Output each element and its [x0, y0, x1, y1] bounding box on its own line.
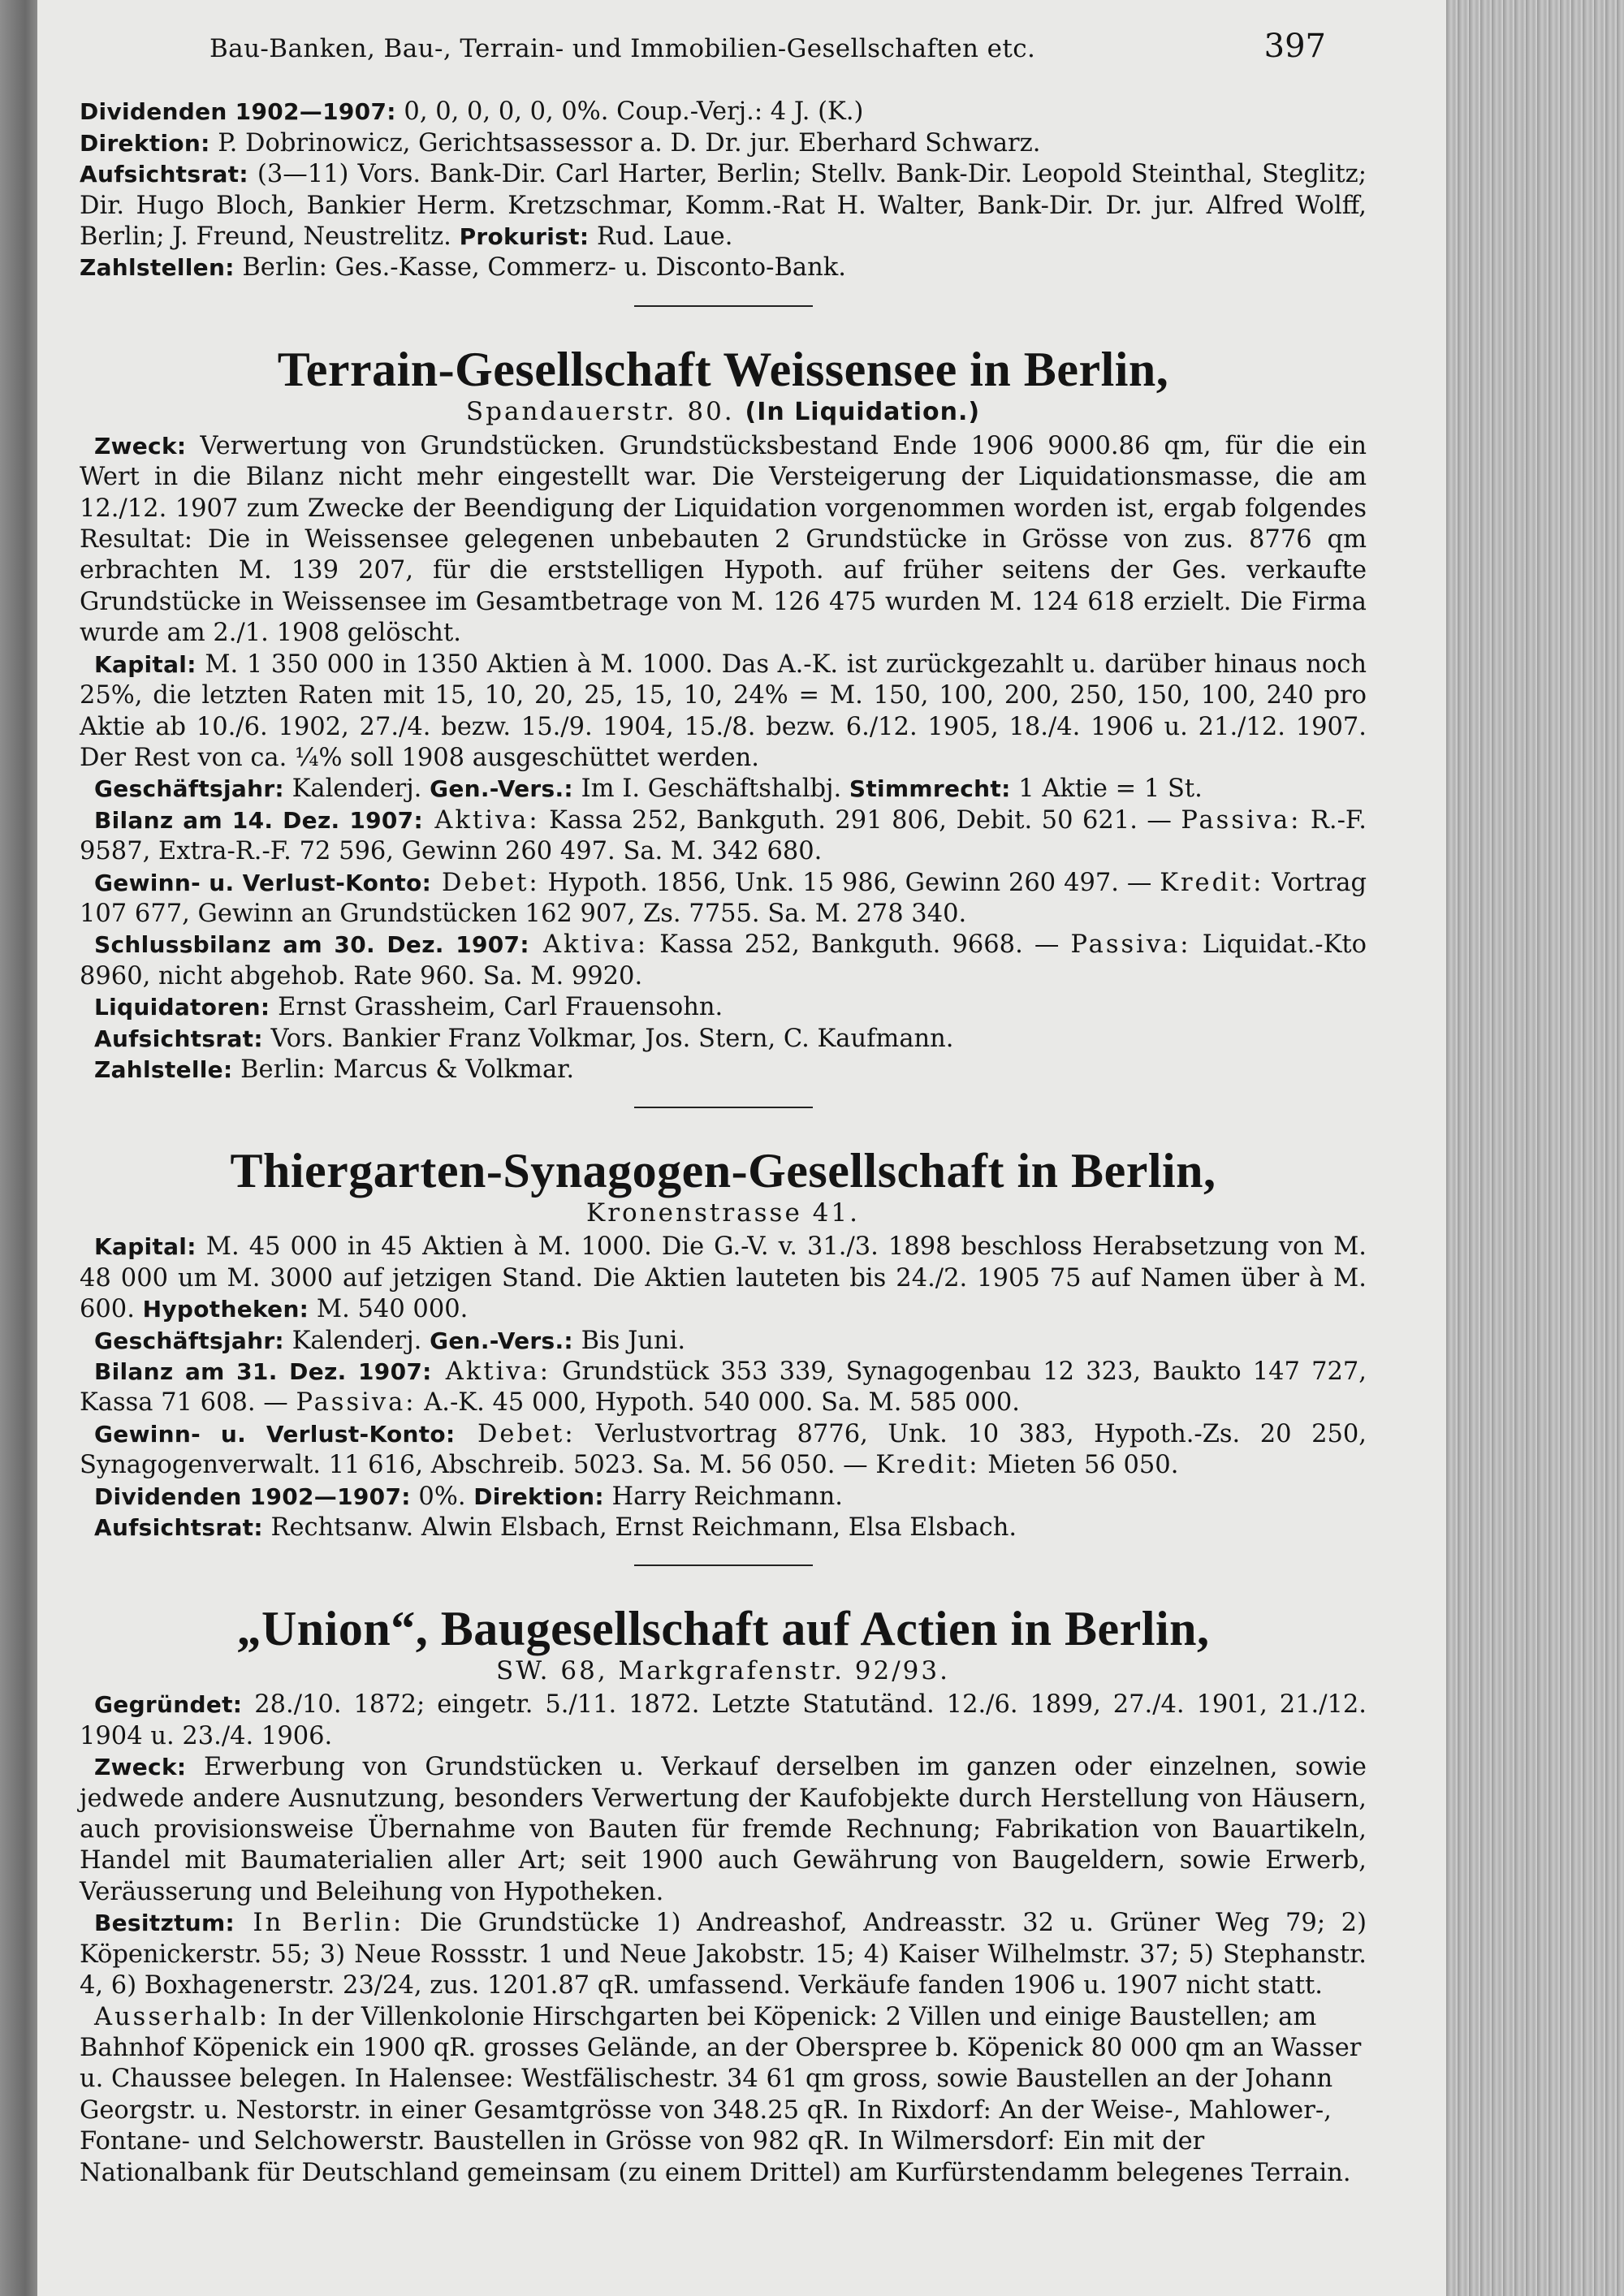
- entry-label: Zweck:: [94, 1754, 187, 1781]
- liquidatoren-entry: [80, 992, 1367, 1023]
- liquidation-status: (In Liquidation.): [745, 397, 981, 426]
- company-title: „Union“, Baugesellschaft auf Actien in Berlin,: [236, 1602, 1210, 1656]
- entry-text: 28./10. 1872; eingetr. 5./11. 1872. Letzte Statutänd. 12./6. 1899, 27./4. 1901, 21./12. 1904 u. 23./4. 1906.: [80, 1690, 1367, 1750]
- dividenden-entry: [80, 97, 1367, 127]
- entry-text: 0%.: [410, 1482, 466, 1511]
- entry-text: In der Villenkolonie Hirschgarten bei Köpenick: 2 Villen und einige Baustellen; am Bahnhof Köpenick ein 1900 qR. grosses Gelände, an der Oberspree b. Köpenick 80 000 qm an Wasser u. Chaussee belegen. In Halensee: Westfälischestr. 34 61 qm gross, sowie Baustellen an der Johann Georgstr. u. Nestorstr. in einer Gesamtgrösse von 348.25 qR. In Rixdorf: An der Weise-, Mahlower-, Fontane- und Selchowerstr. Baustellen in Grösse von 982 qR. In Wilmersdorf: Ein mit der Nationalbank für Deutschland gemeinsam (zu einem Drittel) am Kurfürstendamm belegenes Terrain.: [80, 2002, 1362, 2187]
- kredit-label: Kredit:: [1160, 868, 1264, 897]
- entry-text: Vors. Bankier Franz Volkmar, Jos. Stern, C. Kaufmann.: [262, 1024, 954, 1053]
- entry-text: 0, 0, 0, 0, 0, 0%. Coup.-Verj.: 4 J. (K.): [395, 97, 864, 127]
- intro-section: [80, 97, 1367, 283]
- entry-label: Gewinn- u. Verlust-Konto:: [94, 1420, 456, 1448]
- entry-text: M. 540 000.: [309, 1295, 469, 1324]
- entry-label: Besitztum:: [94, 1910, 235, 1937]
- company-address: [80, 396, 1367, 428]
- entry-label: Aufsichtsrat:: [80, 161, 248, 188]
- gewinn-verlust-entry: [80, 1419, 1367, 1482]
- entry-text: M. 45 000 in 45 Aktien à M. 1000. Die G.-V. v. 31./3. 1898 beschloss Herabsetzung von M. 48 000 um M. 3000 auf jetzigen Stand. Die Aktien lauteten bis 24./2. 1905 75 auf Namen über à M. 600.: [80, 1232, 1367, 1324]
- entry-text: Erwerbung von Grundstücken u. Verkauf derselben im ganzen oder einzelnen, sowie jedwede andere Ausnutzung, besonders Verwertung der Kaufobjekte durch Herstellung von Häusern, auch provisionsweise Übernahme von Bauten für fremde Rechnung; Fabrikation von Bauartikeln, Handel mit Baumaterialien aller Art; seit 1900 auch Gewährung von Baugeldern, sowie Erwerb, Veräusserung und Beleihung von Hypotheken.: [80, 1753, 1367, 1906]
- ausserhalb-entry: [80, 2002, 1367, 2189]
- aufsichtsrat-entry: [80, 1024, 1367, 1055]
- entry-label: Dividenden 1902—1907:: [94, 1482, 411, 1510]
- entry-label: Gewinn- u. Verlust-Konto:: [94, 869, 432, 896]
- entry-text: Verwertung von Grundstücken. Grundstücksbestand Ende 1906 9000.86 qm, für die ein Wert in die Bilanz nicht mehr eingestellt war. Die Versteigerung der Liquidationsmasse, die am 12./12. 1907 zum Zwecke der Beendigung der Liquidation vorgenommen worden ist, ergab folgendes Resultat: Die in Weissensee gelegenen unbebauten 2 Grundstücke in Grösse von zus. 8776 qm erbrachten M. 139 207, für die erststelligen Hypoth. auf früher seitens der Ges. verkaufte Grundstücke in Weissensee im Gesamtbetrage von M. 126 475 wurden M. 124 618 erzielt. Die Firma wurde am 2./1. 1908 gelöscht.: [80, 431, 1367, 648]
- schlussbilanz-entry: [80, 930, 1367, 992]
- entry-text: Kalenderj.: [283, 1326, 430, 1355]
- running-head: Bau-Banken, Bau-, Terrain- und Immobilien-Gesellschaften etc.: [209, 34, 1036, 63]
- gewinn-verlust-entry: [80, 868, 1367, 930]
- page-content: [80, 28, 1367, 2189]
- page-number: 397: [1263, 28, 1326, 65]
- entry-label: Geschäftsjahr:: [94, 775, 284, 803]
- entry-label: Aufsichtsrat:: [94, 1514, 263, 1542]
- entry-text: Grundstück 353 339, Synagogenbau 12 323, Baukto 147 727, Kassa 71 608. —: [80, 1357, 1367, 1418]
- entry-label: Gen.-Vers.:: [430, 1327, 573, 1354]
- entry-text: Liquidat.-Kto 8960, nicht abgehob. Rate 960. Sa. M. 9920.: [80, 930, 1367, 990]
- entry-text: Ernst Grassheim, Carl Frauensohn.: [270, 993, 723, 1022]
- entry-label: Direktion:: [80, 129, 210, 157]
- entry-label: Bilanz am 14. Dez. 1907:: [94, 806, 423, 834]
- location-label: Ausserhalb:: [94, 2002, 270, 2031]
- zweck-entry: [80, 431, 1367, 650]
- entry-text: Im I. Geschäftshalbj.: [572, 775, 849, 804]
- dividenden-entry: [80, 1482, 1367, 1513]
- company-address: SW. 68, Markgrafenstr. 92/93.: [496, 1656, 950, 1686]
- geschaeftsjahr-entry: [80, 774, 1367, 805]
- entry-label: Schlussbilanz am 30. Dez. 1907:: [94, 931, 529, 959]
- entry-text: Verlustvortrag 8776, Unk. 10 383, Hypoth.-Zs. 20 250, Synagogenverwalt. 11 616, Abschreib. 5023. Sa. M. 56 050. —: [80, 1419, 1367, 1480]
- geschaeftsjahr-entry: [80, 1326, 1367, 1357]
- book-page-edges-right: [1446, 0, 1624, 2296]
- entry-label: Kapital:: [94, 1233, 197, 1261]
- entry-text: Bis Juni.: [572, 1326, 686, 1355]
- aktiva-label: Aktiva:: [529, 930, 649, 960]
- passiva-label: Passiva:: [1181, 805, 1302, 835]
- company-address: Kronenstrasse 41.: [586, 1198, 860, 1228]
- address-text: Spandauerstr. 80.: [465, 396, 735, 426]
- location-label: In Berlin:: [234, 1909, 404, 1938]
- aktiva-label: Aktiva:: [422, 805, 540, 835]
- section-divider: [634, 1107, 813, 1108]
- debet-label: Debet:: [431, 868, 540, 897]
- entry-text: Rud. Laue.: [589, 222, 733, 252]
- entry-text: Kalenderj.: [283, 775, 430, 804]
- debet-label: Debet:: [455, 1419, 576, 1448]
- entry-label: Gen.-Vers.:: [430, 775, 573, 803]
- zahlstelle-entry: [80, 1055, 1367, 1085]
- entry-text: R.-F. 9587, Extra-R.-F. 72 596, Gewinn 260 497. Sa. M. 342 680.: [80, 805, 1367, 866]
- entry-label: Zweck:: [94, 432, 187, 460]
- company-union: [80, 1602, 1367, 2189]
- bilanz-entry: [80, 1357, 1367, 1419]
- entry-text: Harry Reichmann.: [603, 1482, 843, 1511]
- entry-label: Aufsichtsrat:: [94, 1025, 263, 1052]
- entry-text: Rechtsanw. Alwin Elsbach, Ernst Reichmann, Elsa Elsbach.: [262, 1513, 1017, 1543]
- company-title: Terrain-Gesellschaft Weissensee in Berlin,: [277, 342, 1169, 396]
- direktion-entry: [80, 128, 1367, 159]
- entry-label: Liquidatoren:: [94, 994, 270, 1021]
- entry-label: Direktion:: [473, 1482, 604, 1510]
- kapital-entry: [80, 1232, 1367, 1325]
- entry-text: P. Dobrinowicz, Gerichtsassessor a. D. Dr. jur. Eberhard Schwarz.: [209, 128, 1041, 158]
- entry-text: Kassa 252, Bankguth. 291 806, Debit. 50 621. —: [539, 805, 1181, 835]
- bilanz-entry: [80, 805, 1367, 868]
- section-divider: [634, 305, 813, 307]
- entry-label: Stimmrecht:: [849, 775, 1011, 803]
- entry-text: A.-K. 45 000, Hypoth. 540 000. Sa. M. 585 000.: [416, 1388, 1020, 1418]
- company-thiergarten: [80, 1144, 1367, 1543]
- aufsichtsrat-entry: [80, 159, 1367, 252]
- page-header: [80, 28, 1367, 65]
- kapital-entry: [80, 650, 1367, 775]
- passiva-label: Passiva:: [296, 1388, 417, 1418]
- zweck-entry: [80, 1752, 1367, 1908]
- gegruendet-entry: [80, 1690, 1367, 1752]
- kredit-label: Kredit:: [875, 1451, 980, 1480]
- entry-text: 1 Aktie = 1 St.: [1010, 775, 1203, 804]
- entry-text: Vortrag 107 677, Gewinn an Grundstücken 162 907, Zs. 7755. Sa. M. 278 340.: [80, 868, 1367, 928]
- entry-label: Zahlstelle:: [94, 1055, 233, 1083]
- entry-text: M. 1 350 000 in 1350 Aktien à M. 1000. Das A.-K. ist zurückgezahlt u. darüber hinaus noch 25%, die letzten Raten mit 15, 10, 20, 25, 15, 10, 24% = M. 150, 100, 200, 250, 150, 100, 240 pro Aktie ab 10./6. 1902, 27./4. bezw. 15./9. 1904, 15./8. bezw. 6./12. 1905, 18./4. 1906 u. 21./12. 1907. Der Rest von ca. ¼% soll 1908 ausgeschüttet werden.: [80, 650, 1367, 772]
- passiva-label: Passiva:: [1070, 930, 1191, 960]
- entry-label: Kapital:: [94, 650, 197, 678]
- section-divider: [634, 1564, 813, 1566]
- aufsichtsrat-entry: [80, 1513, 1367, 1543]
- entry-text: (3—11) Vors. Bank-Dir. Carl Harter, Berlin; Stellv. Bank-Dir. Leopold Steinthal, Steglitz; Dir. Hugo Bloch, Bankier Herm. Kretzschmar, Komm.-Rat H. Walter, Bank-Dir. Dr. jur. Alfred Wolff, Berlin; J. Freund, Neustrelitz.: [80, 160, 1367, 252]
- entry-label: Gegründet:: [94, 1691, 243, 1719]
- entry-text: Die Grundstücke 1) Andreashof, Andreasstr. 32 u. Grüner Weg 79; 2) Köpenickerstr. 55; 3) Neue Rossstr. 1 und Neue Jakobstr. 15; 4) Kaiser Wilhelmstr. 37; 5) Stephanstr. 4, 6) Boxhagenerstr. 23/24, zus. 1201.87 qR. umfassend. Verkäufe fanden 1906 u. 1907 nicht statt.: [80, 1909, 1367, 2000]
- entry-label: Hypotheken:: [142, 1296, 309, 1323]
- entry-label: Geschäftsjahr:: [94, 1327, 284, 1354]
- company-weissensee: [80, 343, 1367, 1086]
- entry-label: Zahlstellen:: [80, 254, 235, 282]
- entry-text: Berlin: Ges.-Kasse, Commerz- u. Disconto-Bank.: [234, 253, 846, 283]
- besitztum-entry: [80, 1908, 1367, 2001]
- company-title: Thiergarten-Synagogen-Gesellschaft in Berlin,: [230, 1144, 1216, 1198]
- entry-text: Kassa 252, Bankguth. 9668. —: [648, 930, 1071, 960]
- aktiva-label: Aktiva:: [431, 1357, 551, 1386]
- entry-label: Prokurist:: [459, 223, 590, 251]
- entry-label: Dividenden 1902—1907:: [80, 98, 396, 126]
- entry-text: Hypoth. 1856, Unk. 15 986, Gewinn 260 497. —: [539, 868, 1160, 897]
- zahlstellen-entry: [80, 252, 1367, 283]
- entry-text: Berlin: Marcus & Volkmar.: [232, 1055, 575, 1084]
- entry-label: Bilanz am 31. Dez. 1907:: [94, 1358, 432, 1385]
- entry-text: Mieten 56 050.: [979, 1451, 1179, 1480]
